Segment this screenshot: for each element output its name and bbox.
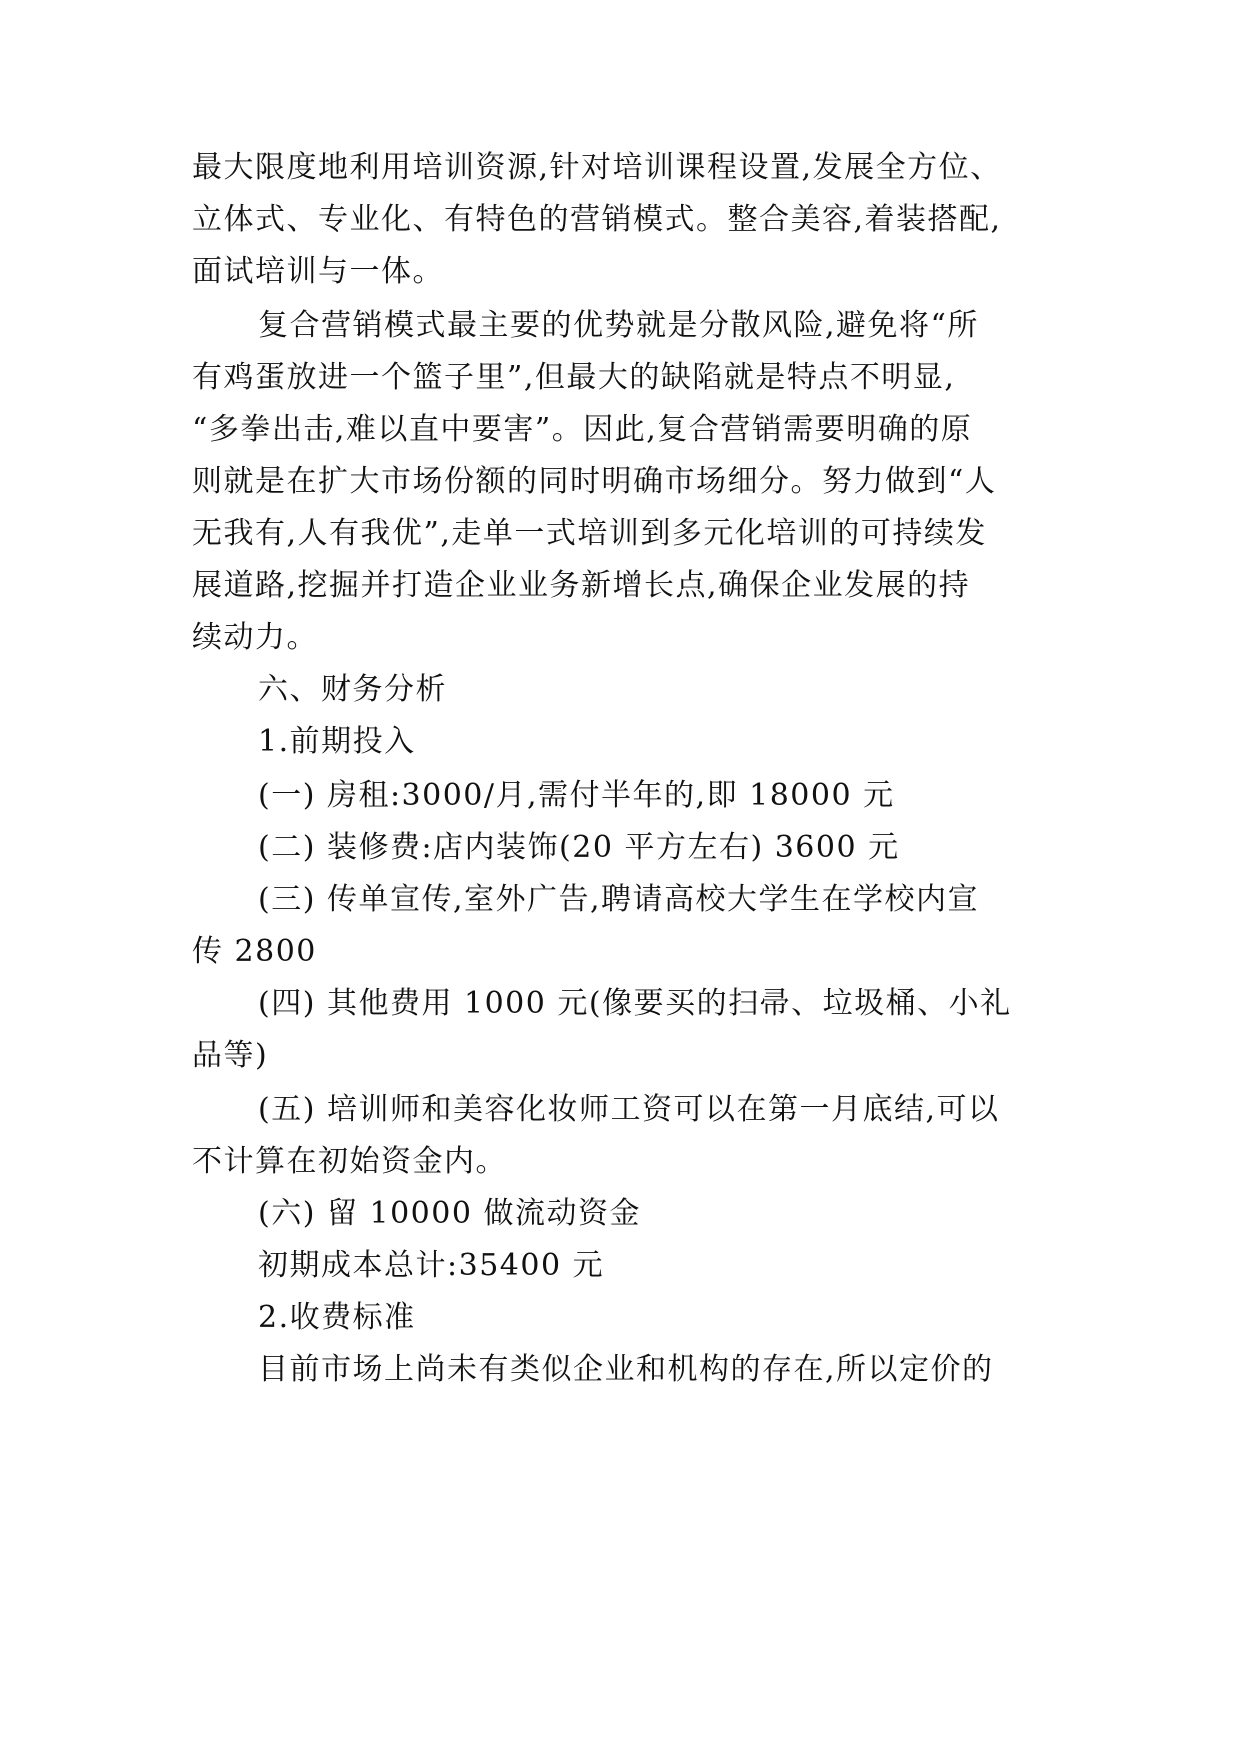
paragraph-line: 目前市场上尚未有类似企业和机构的存在,所以定价的 [258,1352,994,1387]
list-item-continuation: 不计算在初始资金内。 [192,1144,507,1179]
paragraph-line: 无我有,人有我优”,走单一式培训到多元化培训的可持续发 [192,516,987,551]
list-item: (四) 其他费用 1000 元(像要买的扫帚、垃圾桶、小礼 [258,986,1012,1021]
paragraph-line: 面试培训与一体。 [192,254,444,289]
subsection-heading: 1.前期投入 [258,724,416,759]
list-item: (一) 房租:3000/月,需付半年的,即 18000 元 [258,778,895,813]
list-item: (五) 培训师和美容化妆师工资可以在第一月底结,可以 [258,1092,1000,1127]
list-item-continuation: 传 2800 [192,934,317,969]
paragraph-line: “多拳出击,难以直中要害”。因此,复合营销需要明确的原 [192,412,973,447]
paragraph-line: 展道路,挖掘并打造企业业务新增长点,确保企业发展的持 [192,568,971,603]
total-line: 初期成本总计:35400 元 [258,1248,605,1283]
list-item-continuation: 品等) [192,1038,269,1073]
paragraph-line: 有鸡蛋放进一个篮子里”,但最大的缺陷就是特点不明显, [192,360,956,395]
list-item: (六) 留 10000 做流动资金 [258,1196,641,1231]
section-heading: 六、财务分析 [258,672,447,707]
paragraph-line: 立体式、专业化、有特色的营销模式。整合美容,着装搭配, [192,202,1002,237]
paragraph-line: 最大限度地利用培训资源,针对培训课程设置,发展全方位、 [192,150,1002,185]
list-item: (三) 传单宣传,室外广告,聘请高校大学生在学校内宣 [258,882,980,917]
list-item: (二) 装修费:店内装饰(20 平方左右) 3600 元 [258,830,900,865]
subsection-heading: 2.收费标准 [258,1300,416,1335]
paragraph-line: 复合营销模式最主要的优势就是分散风险,避免将“所 [258,308,979,343]
paragraph-line: 续动力。 [192,620,318,655]
paragraph-line: 则就是在扩大市场份额的同时明确市场细分。努力做到“人 [192,464,997,499]
